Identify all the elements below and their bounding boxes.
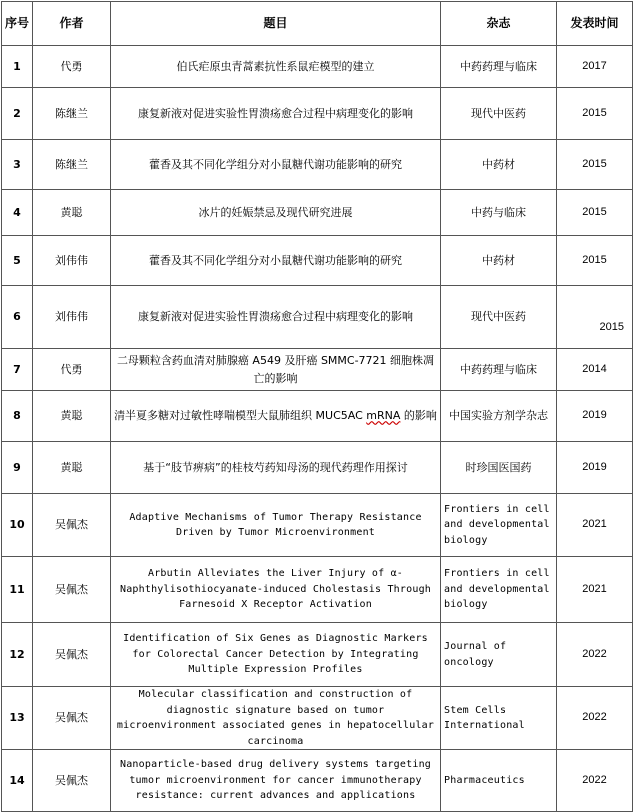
table-row: [2, 623, 633, 687]
cell-year: 2015: [557, 88, 633, 140]
header-date: 发表时间: [557, 2, 633, 46]
cell-title: 藿香及其不同化学组分对小鼠糖代谢功能影响的研究: [111, 140, 441, 190]
cell-author: 吴佩杰: [33, 494, 111, 557]
publication-table: [1, 1, 633, 812]
cell-journal: 中药材: [441, 236, 557, 286]
cell-year: 2022: [557, 623, 633, 687]
cell-no: 14: [2, 750, 33, 812]
table-row: [2, 494, 633, 557]
cell-journal: 现代中医药: [441, 286, 557, 349]
cell-no: 3: [2, 140, 33, 190]
cell-year: 2015: [557, 236, 633, 286]
title-spellcheck-word: mRNA: [366, 409, 401, 423]
cell-title: 康复新液对促进实验性胃溃疡愈合过程中病理变化的影响: [111, 286, 441, 349]
cell-title: Nanoparticle-based drug delivery systems targeting tumor microenvironment for cancer immunotherapy resistance: current advances and applications: [111, 750, 441, 812]
title-text: 的影响: [400, 409, 437, 423]
cell-year: 2022: [557, 750, 633, 812]
cell-no: 8: [2, 391, 33, 442]
table-row: [2, 442, 633, 494]
table-row: [2, 286, 633, 349]
cell-author: 刘伟伟: [33, 236, 111, 286]
table-row: [2, 349, 633, 391]
cell-author: 代勇: [33, 349, 111, 391]
cell-journal: 现代中医药: [441, 88, 557, 140]
cell-no: 11: [2, 557, 33, 623]
cell-author: 刘伟伟: [33, 286, 111, 349]
cell-title: 二母颗粒含药血清对肺腺癌 A549 及肝癌 SMMC-7721 细胞株凋亡的影响: [111, 349, 441, 391]
title-text: 清半夏多糖对过敏性哮喘模型大鼠肺组织 MUC5AC: [114, 409, 367, 423]
header-row: [2, 2, 633, 46]
cell-title: Arbutin Alleviates the Liver Injury of α-Naphthylisothiocyanate-induced Cholestasis Through Farnesoid X Receptor Activation: [111, 557, 441, 623]
table-row: [2, 557, 633, 623]
cell-journal: Journal of oncology: [441, 623, 557, 687]
table-row: [2, 140, 633, 190]
cell-journal: 中国实验方剂学杂志: [441, 391, 557, 442]
cell-no: 13: [2, 687, 33, 750]
table-row: [2, 750, 633, 812]
cell-journal: Stem Cells International: [441, 687, 557, 750]
cell-author: 吴佩杰: [33, 687, 111, 750]
cell-no: 1: [2, 46, 33, 88]
cell-journal: 中药材: [441, 140, 557, 190]
cell-title: [111, 391, 441, 442]
cell-journal: 时珍国医国药: [441, 442, 557, 494]
table-row: [2, 236, 633, 286]
cell-year: 2017: [557, 46, 633, 88]
cell-title: Molecular classification and construction of diagnostic signature based on tumor microenvironment associated genes in hepatocellular carcinoma: [111, 687, 441, 750]
cell-no: 4: [2, 190, 33, 236]
cell-author: 陈继兰: [33, 140, 111, 190]
cell-title: 藿香及其不同化学组分对小鼠糖代谢功能影响的研究: [111, 236, 441, 286]
header-no: 序号: [2, 2, 33, 46]
cell-title: 康复新液对促进实验性胃溃疡愈合过程中病理变化的影响: [111, 88, 441, 140]
header-journal: 杂志: [441, 2, 557, 46]
header-title: 题目: [111, 2, 441, 46]
cell-year: 2022: [557, 687, 633, 750]
cell-title: Identification of Six Genes as Diagnostic Markers for Colorectal Cancer Detection by Integrating Multiple Expression Profiles: [111, 623, 441, 687]
cell-no: 5: [2, 236, 33, 286]
cell-author: 吴佩杰: [33, 623, 111, 687]
cell-journal: 中药药理与临床: [441, 46, 557, 88]
cell-no: 2: [2, 88, 33, 140]
cell-author: 陈继兰: [33, 88, 111, 140]
table-row: [2, 190, 633, 236]
cell-author: 代勇: [33, 46, 111, 88]
cell-no: 6: [2, 286, 33, 349]
cell-journal: 中药与临床: [441, 190, 557, 236]
table-row: [2, 687, 633, 750]
table-row: [2, 46, 633, 88]
cell-journal: Frontiers in cell and developmental biology: [441, 494, 557, 557]
cell-title: Adaptive Mechanisms of Tumor Therapy Resistance Driven by Tumor Microenvironment: [111, 494, 441, 557]
cell-no: 10: [2, 494, 33, 557]
cell-author: 吴佩杰: [33, 557, 111, 623]
cell-journal: Frontiers in cell and developmental biology: [441, 557, 557, 623]
cell-author: 黄聪: [33, 391, 111, 442]
cell-author: 黄聪: [33, 190, 111, 236]
cell-year: 2021: [557, 557, 633, 623]
table-row: [2, 88, 633, 140]
cell-year: 2015: [557, 286, 633, 349]
header-author: 作者: [33, 2, 111, 46]
cell-no: 7: [2, 349, 33, 391]
cell-no: 12: [2, 623, 33, 687]
cell-title: 基于“肢节痹病”的桂枝芍药知母汤的现代药理作用探讨: [111, 442, 441, 494]
cell-journal: 中药药理与临床: [441, 349, 557, 391]
cell-year: 2015: [557, 190, 633, 236]
cell-author: 吴佩杰: [33, 750, 111, 812]
cell-title: 冰片的妊娠禁忌及现代研究进展: [111, 190, 441, 236]
cell-year: 2015: [557, 140, 633, 190]
cell-no: 9: [2, 442, 33, 494]
cell-year: 2014: [557, 349, 633, 391]
cell-year: 2019: [557, 442, 633, 494]
cell-year: 2019: [557, 391, 633, 442]
cell-title: 伯氏疟原虫青蒿素抗性系鼠疟模型的建立: [111, 46, 441, 88]
cell-year: 2021: [557, 494, 633, 557]
cell-author: 黄聪: [33, 442, 111, 494]
cell-journal: Pharmaceutics: [441, 750, 557, 812]
table-row: [2, 391, 633, 442]
